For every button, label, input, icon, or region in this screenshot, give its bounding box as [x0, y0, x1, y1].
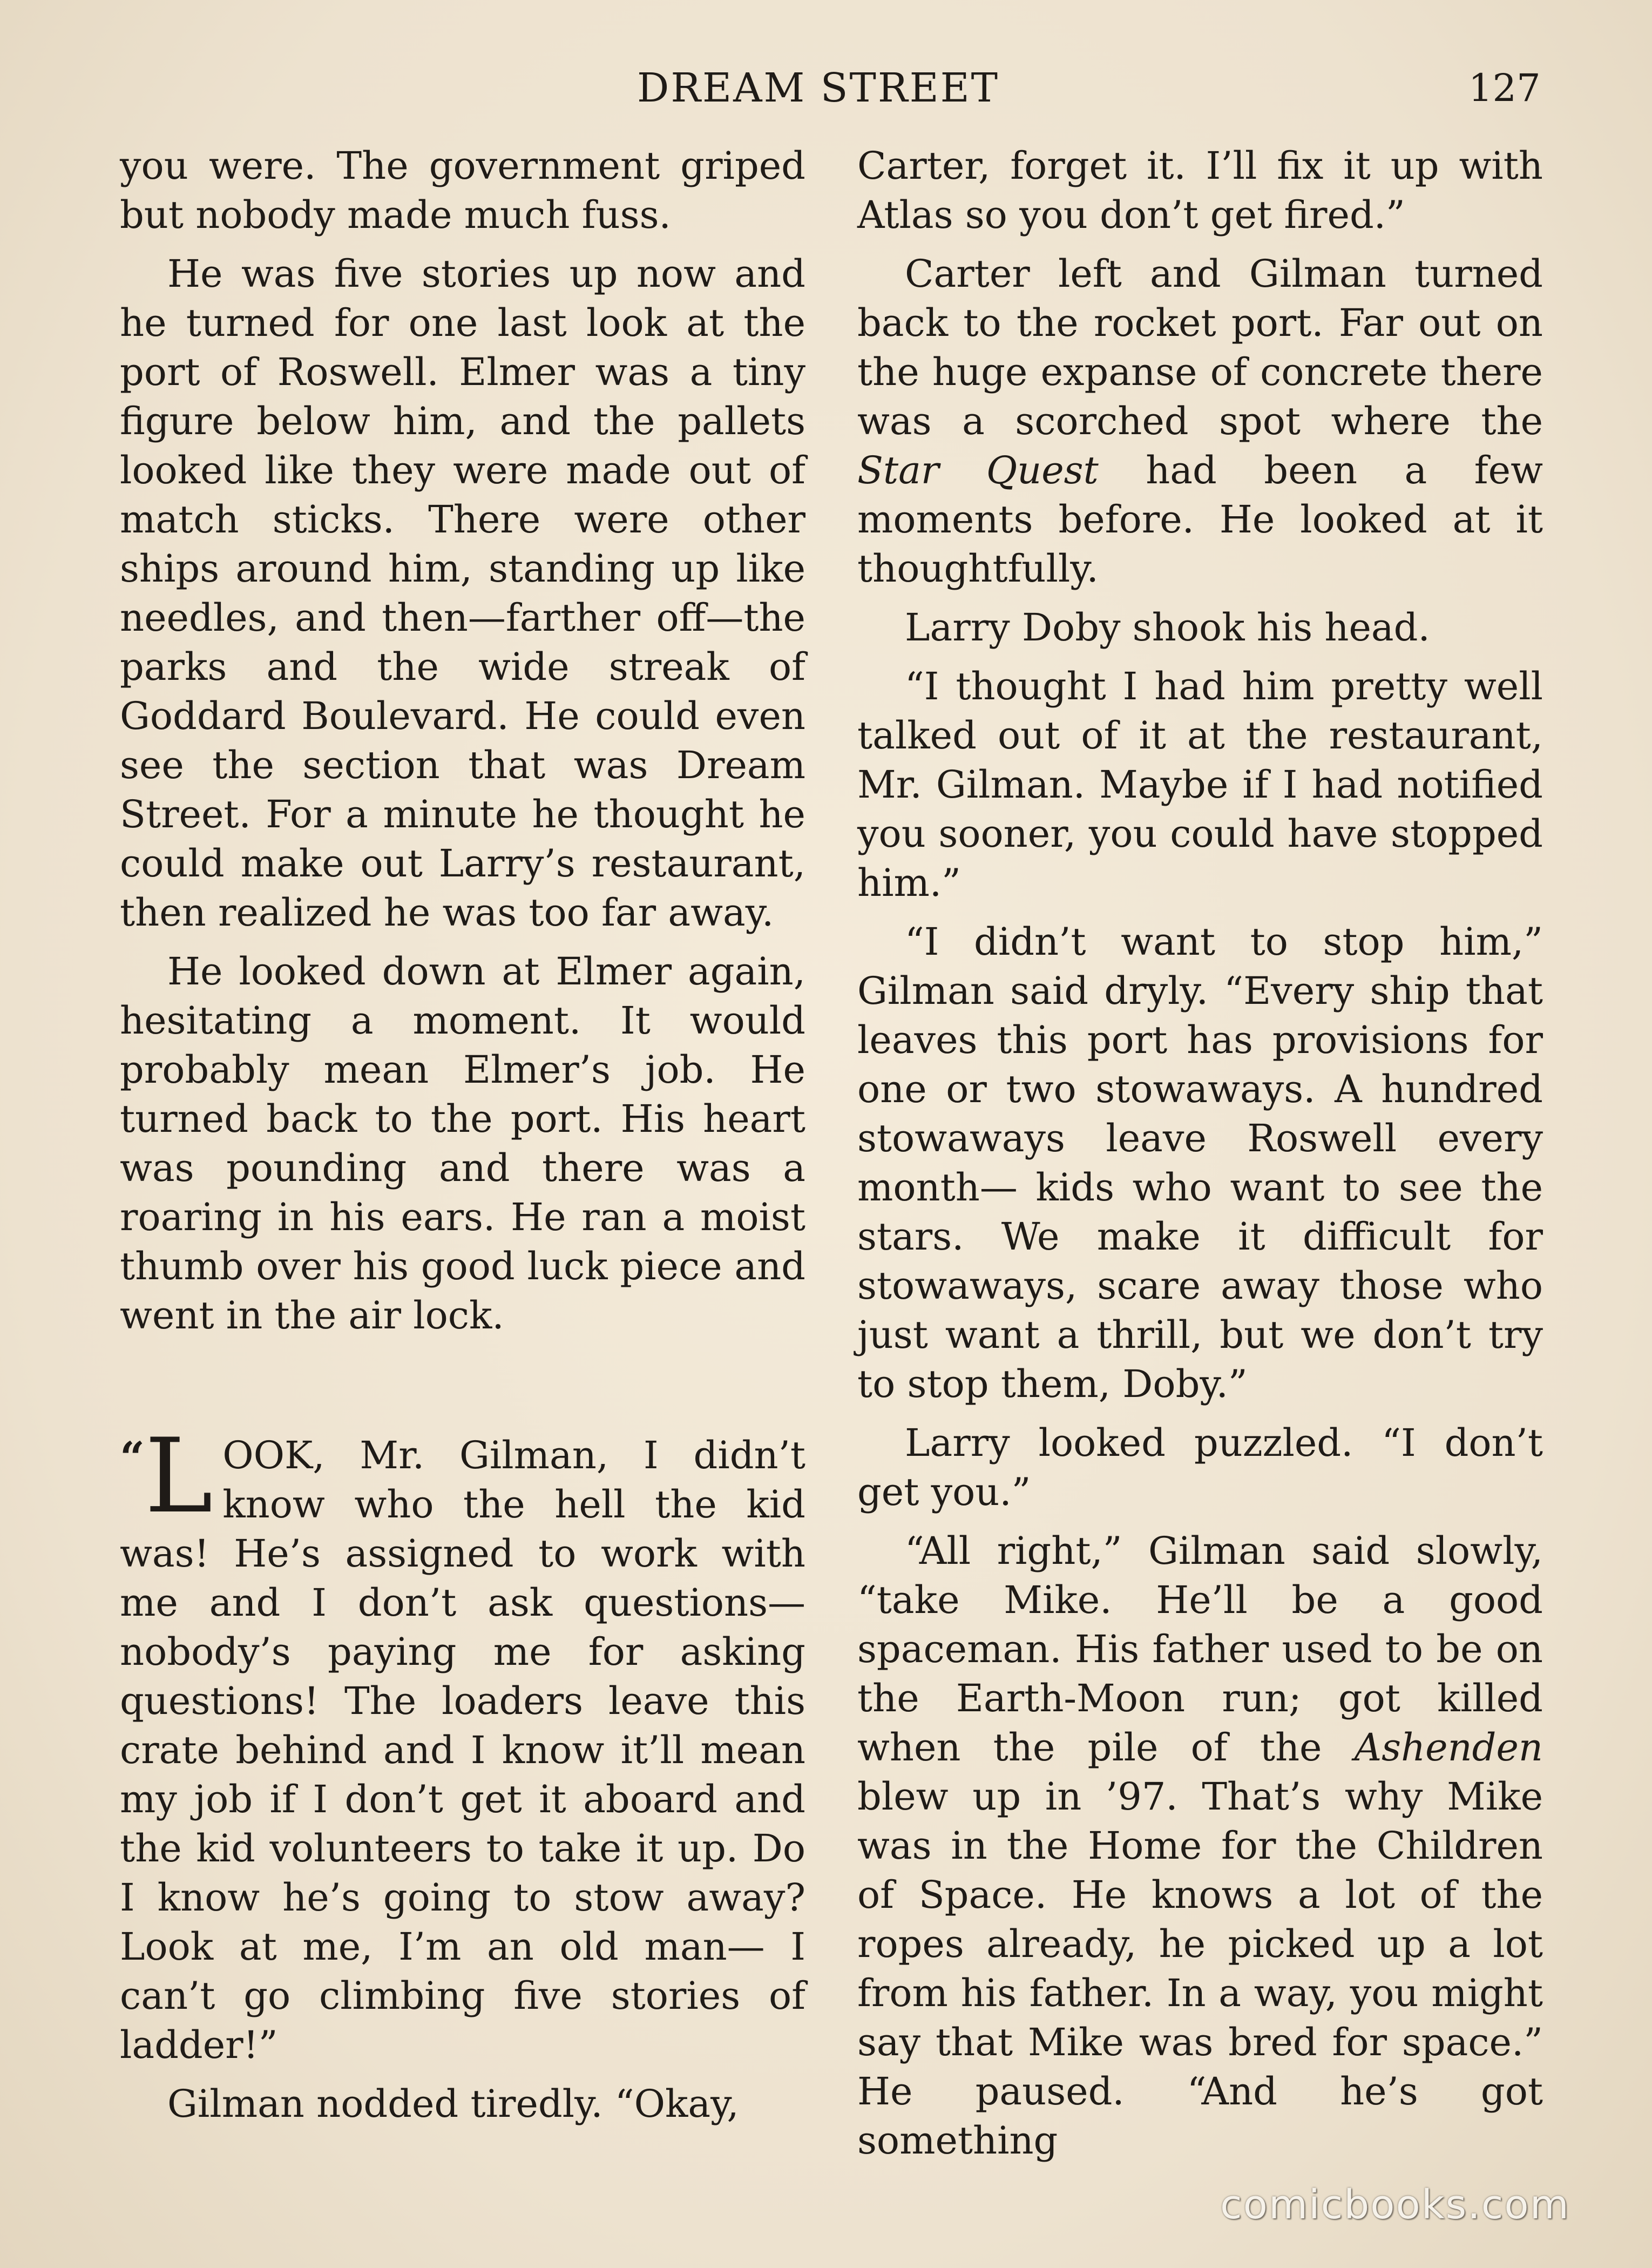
paragraph-text: had been a few moments before. He looked at it thoughtfully. [857, 448, 1543, 591]
paragraph: “I thought I had him pretty well talked out of it at the restaurant, Mr. Gilman. Maybe if I had notified you sooner, you could have stopped him.” [857, 664, 1543, 905]
paragraph: He looked down at Elmer again, hesitating a moment. It would probably mean Elmer’s job. He turned back to the port. His heart was pounding and there was a roaring in his ears. He ran a moist thumb over his good luck piece and went in the air lock. [120, 949, 805, 1338]
paragraph: Carter, forget it. I’ll fix it up with Atlas so you don’t get fired.” [857, 144, 1543, 237]
paragraph [857, 1527, 1543, 2165]
section-opening-paragraph [120, 1416, 805, 2070]
paragraph: Gilman nodded tiredly. “Okay, [167, 2082, 739, 2126]
ship-name: Ashenden [1354, 1725, 1543, 1770]
ship-name: Star Quest [857, 448, 1099, 492]
opening-quote-mark: “ [120, 1432, 145, 1483]
story-title: DREAM STREET [637, 65, 999, 111]
watermark: comicbooks.com [1220, 2182, 1570, 2228]
paragraph-text: blew up in ’97. That’s why Mike was in the Home for the Children of Space. He knows a lot of the ropes already, he picked up a lot from his father. In a way, you might say that Mike was bred for space.” He paused. “And he’s got something [857, 1774, 1543, 2163]
right-column [857, 141, 1543, 2163]
paragraph: Larry looked puzzled. “I don’t get you.” [857, 1421, 1543, 1514]
paragraph: “I didn’t want to stop him,” Gilman said dryly. “Every ship that leaves this port has provisions for one or two stowaways. A hundred stowaways leave Roswell every month— kids who want to see the stars. We make it difficult for stowaways, scare away those who just want a thrill, but we don’t try to stop them, Doby.” [857, 920, 1543, 1406]
paragraph: Larry Doby shook his head. [905, 605, 1430, 650]
paragraph: He was five stories up now and he turned for one last look at the port of Roswell. Elmer was a tiny figure below him, and the pallets looked like they were made out of match sticks. There were other ships around him, standing up like needles, and then—farther off—the parks and the wide streak of Goddard Boulevard. He could even see the section that was Dream Street. For a minute he thought he could make out Larry’s restaurant, then realized he was too far away. [120, 252, 805, 935]
paragraph-text: OOK, Mr. Gilman, I didn’t know who the hell the kid was! He’s assigned to work with me and I don’t ask questions—nobody’s paying me for asking questions! The loaders leave this crate behind and I know it’ll mean my job if I don’t get it aboard and the kid volunteers to take it up. Do I know he’s going to stow away? Look at me, I’m an old man— I can’t go climbing five stories of ladder!” [120, 1433, 805, 2067]
drop-cap-letter: L [145, 1416, 213, 1536]
drop-cap [120, 1416, 213, 1536]
paragraph [857, 249, 1543, 593]
paragraph-text: Carter left and Gilman turned back to the rocket port. Far out on the huge expanse of concrete there was a scorched spot where the [857, 252, 1543, 443]
paragraph: you were. The government griped but nobody made much fuss. [120, 144, 805, 237]
page-number: 127 [1468, 66, 1541, 110]
left-column [120, 141, 805, 2126]
running-head [0, 58, 1652, 118]
section-break [120, 1350, 805, 1431]
paragraph-text: “All right,” Gilman said slowly, “take Mike. He’ll be a good spaceman. His father used to be on the Earth-Moon run; got killed when the pile of the [857, 1529, 1543, 1770]
